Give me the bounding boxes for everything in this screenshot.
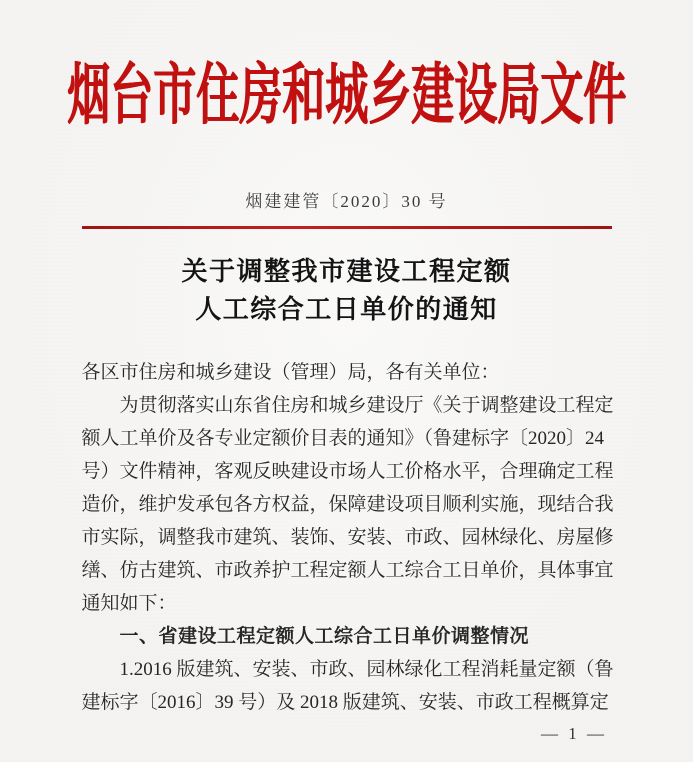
body-line: 缮、仿古建筑、市政养护工程定额人工综合工日单价，具体事宜 [81, 560, 614, 581]
body-line: 市实际，调整我市建筑、装饰、安装、市政、园林绿化、房屋修 [81, 527, 614, 548]
document-title-line1: 关于调整我市建设工程定额 [181, 256, 512, 286]
body-line: 造价，维护发承包各方权益，保障建设项目顺利实施，现结合我 [81, 494, 614, 515]
body-line: 1.2016 版建筑、安装、市政、园林绿化工程消耗量定额（鲁 [119, 659, 614, 680]
document-title [0, 252, 693, 328]
body-line: 通知如下： [81, 593, 177, 614]
agency-header [0, 46, 693, 134]
body-line: 建标字〔2016〕39 号）及 2018 版建筑、安装、市政工程概算定 [81, 692, 609, 713]
body-section-heading: 一、省建设工程定额人工综合工日单价调整情况 [119, 626, 530, 647]
document-title-line2: 人工综合工日单价的通知 [195, 294, 498, 324]
agency-header-text: 烟台市住房和城乡建设局文件 [67, 58, 626, 133]
body-line: 为贯彻落实山东省住房和城乡建设厅《关于调整建设工程定 [119, 395, 614, 416]
body-line: 号）文件精神，客观反映建设市场人工价格水平，合理确定工程 [81, 461, 614, 482]
page-number: — 1 — [541, 724, 607, 743]
document-body [82, 356, 612, 719]
document-number: 烟建建管〔2020〕30 号 [245, 192, 448, 211]
red-divider-line [82, 226, 612, 229]
body-line-salutation: 各区市住房和城乡建设（管理）局，各有关单位： [81, 362, 500, 383]
body-line: 额人工单价及各专业定额价目表的通知》（鲁建标字〔2020〕24 [81, 428, 605, 449]
